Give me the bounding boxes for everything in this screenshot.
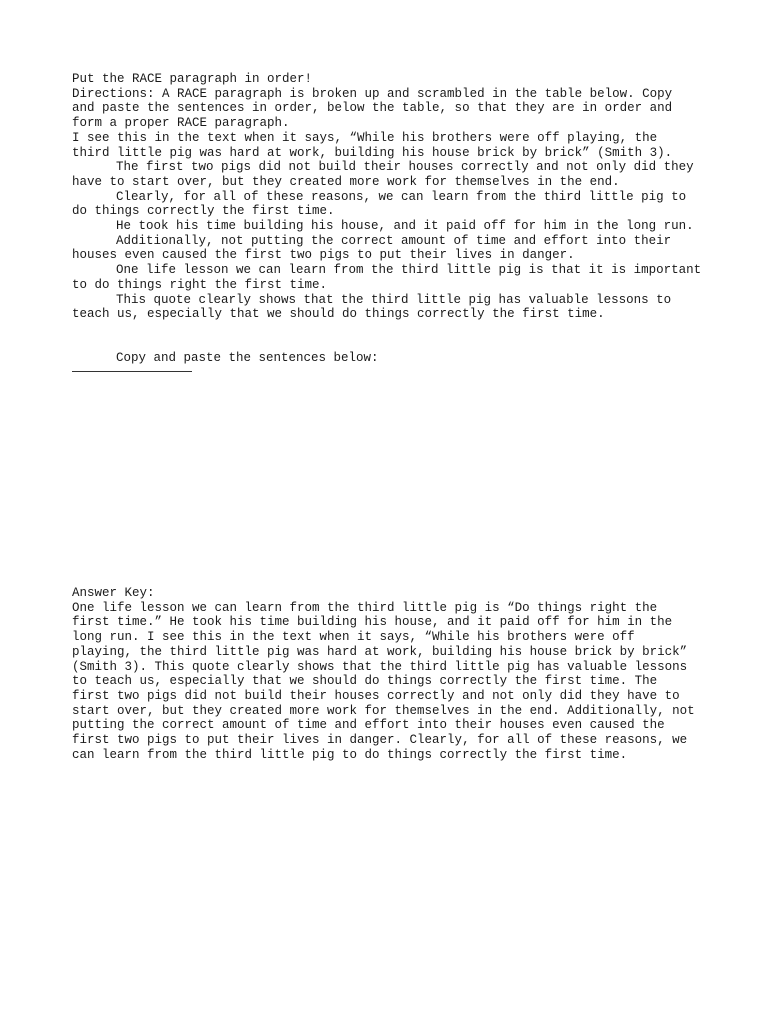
scrambled-sentence: One life lesson we can learn from the third little pig is that it is important to do things right the first time. [72, 263, 709, 292]
document-title: Put the RACE paragraph in order! [72, 72, 313, 86]
scrambled-sentence: I see this in the text when it says, “While his brothers were off playing, the third little pig was hard at work, building his house brick by brick” (Smith 3). [72, 130, 673, 160]
scrambled-sentence: Clearly, for all of these reasons, we can learn from the third little pig to do things correctly the first time. [72, 189, 694, 219]
answer-key-section [72, 586, 702, 762]
document-page [72, 72, 709, 372]
scrambled-sentence: Additionally, not putting the correct amount of time and effort into their houses even caused the first two pigs to put their lives in danger. [72, 233, 679, 263]
answer-entry-line[interactable] [72, 371, 192, 372]
copy-section [72, 351, 702, 372]
scrambled-sentence-list [72, 130, 709, 322]
answer-key-heading: Answer Key: [72, 586, 155, 600]
scrambled-sentence: He took his time building his house, and it paid off for him in the long run. [116, 219, 694, 234]
directions-text: Directions: A RACE paragraph is broken up and scrambled in the table below. Copy and paste the sentences in order, below the table, so that they are in order and form a proper RACE paragraph. [72, 86, 680, 131]
copy-prompt: Copy and paste the sentences below: [116, 350, 379, 365]
scrambled-sentence: The first two pigs did not build their houses correctly and not only did they have to start over, but they created more work for themselves in the end. [72, 160, 702, 189]
scrambled-sentence: This quote clearly shows that the third little pig has valuable lessons to teach us, especially that we should do things correctly the first time. [72, 292, 679, 322]
answer-key-paragraph: One life lesson we can learn from the third little pig is “Do things right the first time.” He took his time building his house, and it paid off for him in the long run. I see this in the text when it says, “While his brothers were off playing, the third little pig was hard at work, building his house brick by brick” (Smith 3). This quote clearly shows that the third little pig has valuable lessons to teach us, especially that we should do things correctly the first time. The first two pigs did not build their houses correctly and not only did they have to start over, but they created more work for themselves in the end. Additionally, not putting the correct amount of time and effort into their houses even caused the first two pigs to put their lives in danger. Clearly, for all of these reasons, we can learn from the third little pig to do things correctly the first time. [72, 600, 703, 762]
